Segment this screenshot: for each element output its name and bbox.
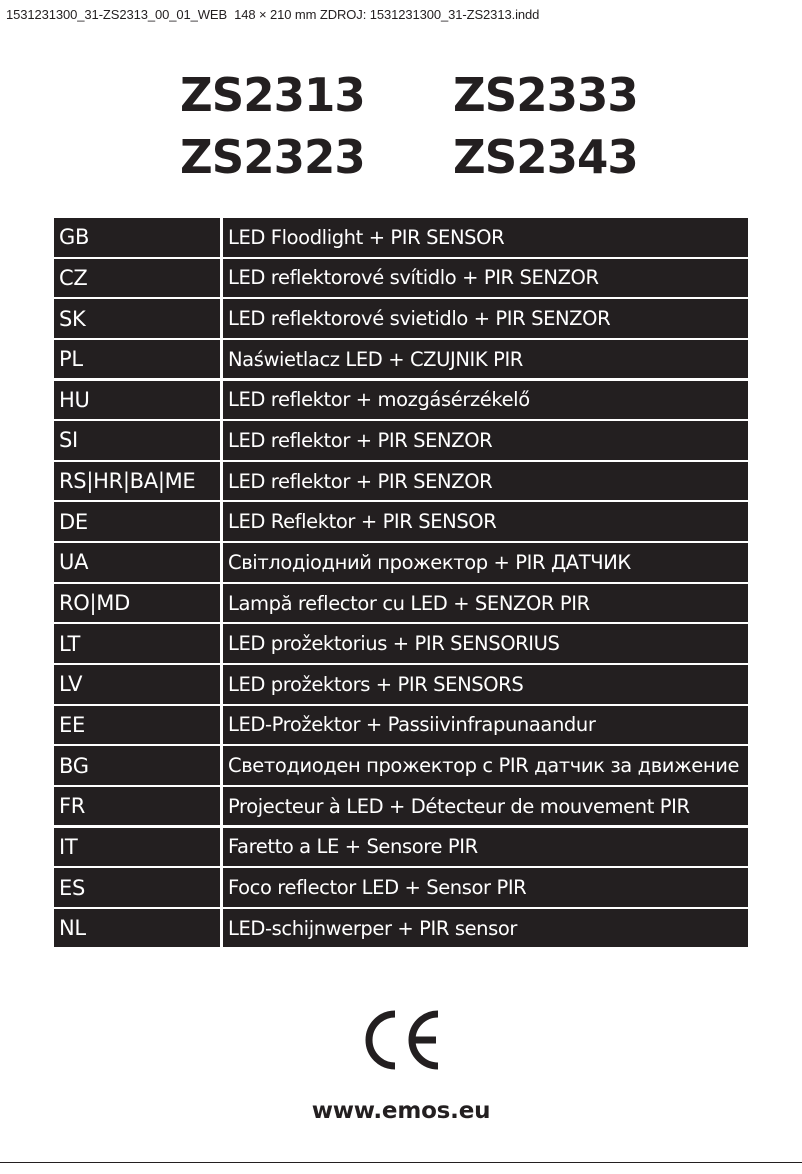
table-row [54, 299, 748, 338]
language-code: FR [54, 787, 220, 826]
language-code: RS|HR|BA|ME [54, 462, 220, 501]
table-row [54, 218, 748, 257]
product-name: LED-Prožektor + Passiivinfrapunaandur [223, 706, 748, 745]
model-number: ZS2333 [453, 68, 638, 122]
table-row [54, 665, 748, 704]
table-row [54, 706, 748, 745]
product-name: Foco reflector LED + Sensor PIR [223, 868, 748, 907]
language-code: HU [54, 381, 220, 420]
table-row [54, 746, 748, 785]
table-row [54, 828, 748, 867]
product-name: LED Reflektor + PIR SENSOR [223, 502, 748, 541]
print-slug-line: 1531231300_31-ZS2313_00_01_WEB 148 × 210 mm ZDROJ: 1531231300_31-ZS2313.indd [6, 7, 540, 22]
product-name: Lampă reflector cu LED + SENZOR PIR [223, 584, 748, 623]
table-row [54, 502, 748, 541]
product-name: LED reflektorové svietidlo + PIR SENZOR [223, 299, 748, 338]
product-name: LED prožektors + PIR SENSORS [223, 665, 748, 704]
product-name: LED reflektorové svítidlo + PIR SENZOR [223, 259, 748, 298]
product-name: LED reflektor + mozgásérzékelő [223, 381, 748, 420]
table-row [54, 340, 748, 379]
product-name: Faretto a LE + Sensore PIR [223, 828, 748, 867]
product-name: Светодиоден прожектор с PIR датчик за движение [223, 746, 748, 785]
language-code: UA [54, 543, 220, 582]
language-code: SI [54, 421, 220, 460]
language-code: BG [54, 746, 220, 785]
model-number: ZS2343 [453, 130, 638, 184]
language-code: ES [54, 868, 220, 907]
model-number: ZS2323 [180, 130, 365, 184]
language-code: GB [54, 218, 220, 257]
table-row [54, 259, 748, 298]
language-code: PL [54, 340, 220, 379]
product-name: Світлодіодний прожектор + PIR ДАТЧИК [223, 543, 748, 582]
language-code: DE [54, 502, 220, 541]
language-code: CZ [54, 259, 220, 298]
product-name: Projecteur à LED + Détecteur de mouvement PIR [223, 787, 748, 826]
table-row [54, 543, 748, 582]
product-name: LED reflektor + PIR SENZOR [223, 421, 748, 460]
table-row [54, 868, 748, 907]
language-code: LV [54, 665, 220, 704]
table-row [54, 584, 748, 623]
language-code: RO|MD [54, 584, 220, 623]
language-code: IT [54, 828, 220, 867]
table-row [54, 624, 748, 663]
table-row [54, 421, 748, 460]
product-name: LED Floodlight + PIR SENSOR [223, 218, 748, 257]
language-code: NL [54, 909, 220, 948]
product-name: LED-schijnwerper + PIR sensor [223, 909, 748, 948]
table-row [54, 787, 748, 826]
language-code: EE [54, 706, 220, 745]
product-name: Naświetlacz LED + CZUJNIK PIR [223, 340, 748, 379]
product-name: LED reflektor + PIR SENZOR [223, 462, 748, 501]
table-row [54, 381, 748, 420]
language-code: SK [54, 299, 220, 338]
bottom-trim-line [0, 1162, 802, 1163]
website-url: www.emos.eu [311, 1098, 491, 1124]
table-row [54, 462, 748, 501]
language-code: LT [54, 624, 220, 663]
model-number: ZS2313 [180, 68, 365, 122]
language-table [54, 218, 748, 950]
table-row [54, 909, 748, 948]
product-name: LED prožektorius + PIR SENSORIUS [223, 624, 748, 663]
ce-mark-icon [360, 1010, 442, 1070]
